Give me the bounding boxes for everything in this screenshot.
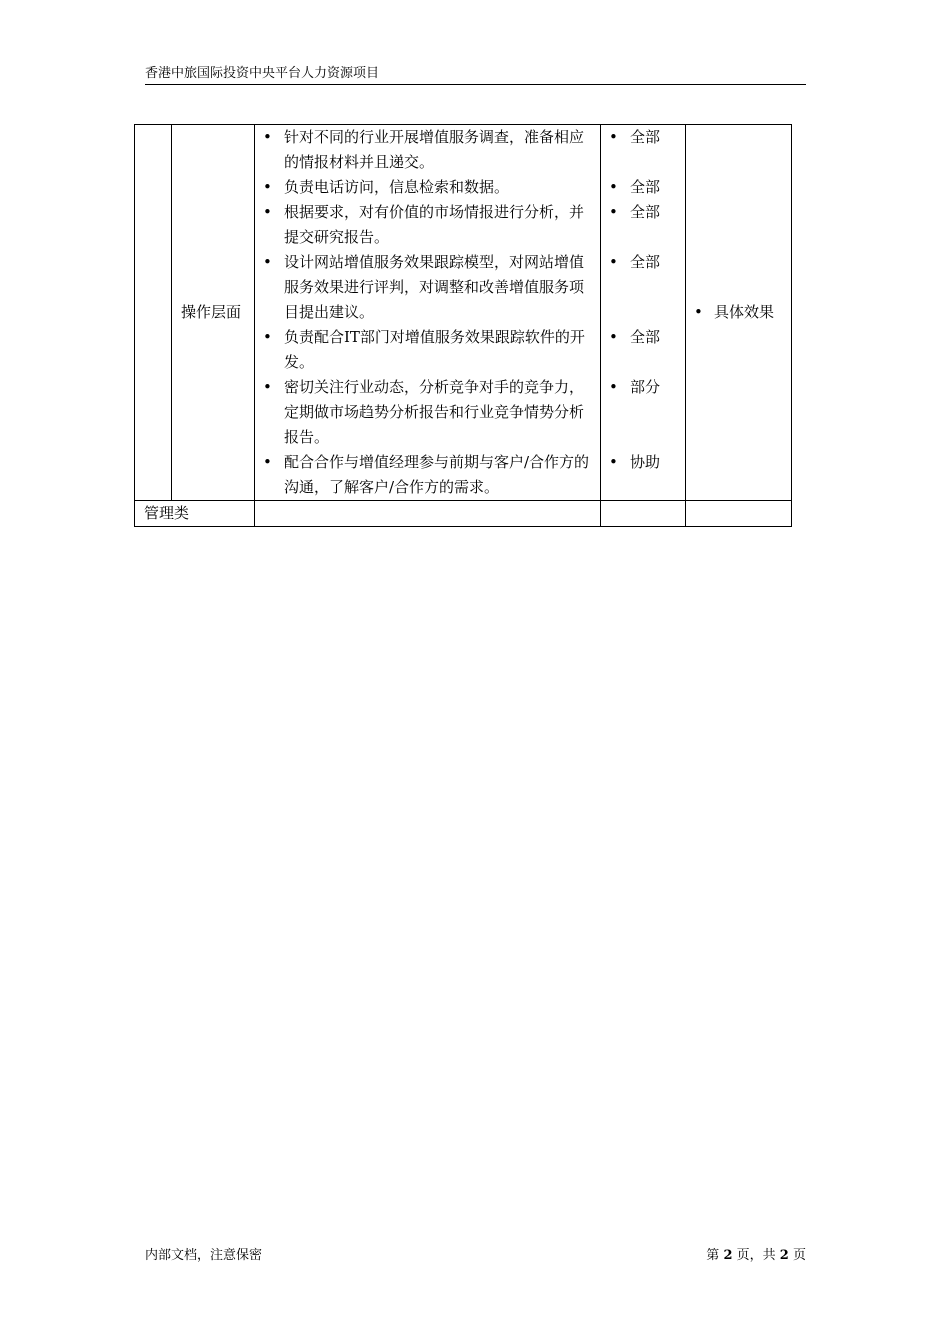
footer-confidential xyxy=(145,1248,262,1264)
outcome-item: • 具体效果 xyxy=(686,300,791,325)
duty-item: • 负责电话访问，信息检索和数据。 xyxy=(255,175,594,200)
page-mid: 页，共 xyxy=(736,1248,776,1263)
scope-item: • 全部 xyxy=(601,325,685,350)
scope-item: • 全部 xyxy=(601,125,685,150)
page-number xyxy=(706,1248,806,1264)
page-total: 2 xyxy=(779,1248,789,1263)
header-title: 香港中旅国际投资中央平台人力资源项目 xyxy=(145,66,380,81)
duty-item: • 配合合作与增值经理参与前期与客户/合作方的沟通，了解客户/合作方的需求。 xyxy=(255,450,594,500)
scope-item: • 全部 xyxy=(601,250,685,275)
outcome-list xyxy=(686,300,791,325)
duty-item: • 密切关注行业动态，分析竞争对手的竞争力，定期做市场趋势分析报告和行业竞争情势分析报告。 xyxy=(255,375,594,450)
scope-cell xyxy=(601,125,686,501)
page-suffix: 页 xyxy=(792,1248,806,1263)
empty-cell xyxy=(686,501,792,527)
duty-table xyxy=(134,124,792,527)
scope-item: • 全部 xyxy=(601,200,685,225)
scope-item: • 全部 xyxy=(601,175,685,200)
page-header xyxy=(145,66,806,85)
footer-left-text: 内部文档，注意保密 xyxy=(145,1248,263,1263)
duty-list xyxy=(255,125,600,500)
scope-item: • 部分 xyxy=(601,375,685,400)
duty-item: • 根据要求，对有价值的市场情报进行分析，并提交研究报告。 xyxy=(255,200,594,250)
page-prefix: 第 xyxy=(706,1248,720,1263)
outcome-cell xyxy=(686,125,792,501)
duty-item: • 设计网站增值服务效果跟踪模型，对网站增值服务效果进行评判，对调整和改善增值服务项目提出建议。 xyxy=(255,250,594,325)
table-row xyxy=(135,125,792,501)
level-cell xyxy=(172,125,255,501)
empty-cell xyxy=(255,501,601,527)
duty-item: • 负责配合IT部门对增值服务效果跟踪软件的开发。 xyxy=(255,325,594,375)
scope-item: • 协助 xyxy=(601,450,685,475)
level-label: 操作层面 xyxy=(181,303,242,321)
table-row xyxy=(135,501,792,527)
category-label: 管理类 xyxy=(144,504,190,522)
empty-cell xyxy=(135,125,172,501)
category-cell xyxy=(135,501,255,527)
page-current: 2 xyxy=(723,1248,733,1263)
duty-item: • 针对不同的行业开展增值服务调查，准备相应的情报材料并且递交。 xyxy=(255,125,594,175)
scope-list xyxy=(601,125,685,475)
duties-cell xyxy=(255,125,601,501)
empty-cell xyxy=(601,501,686,527)
